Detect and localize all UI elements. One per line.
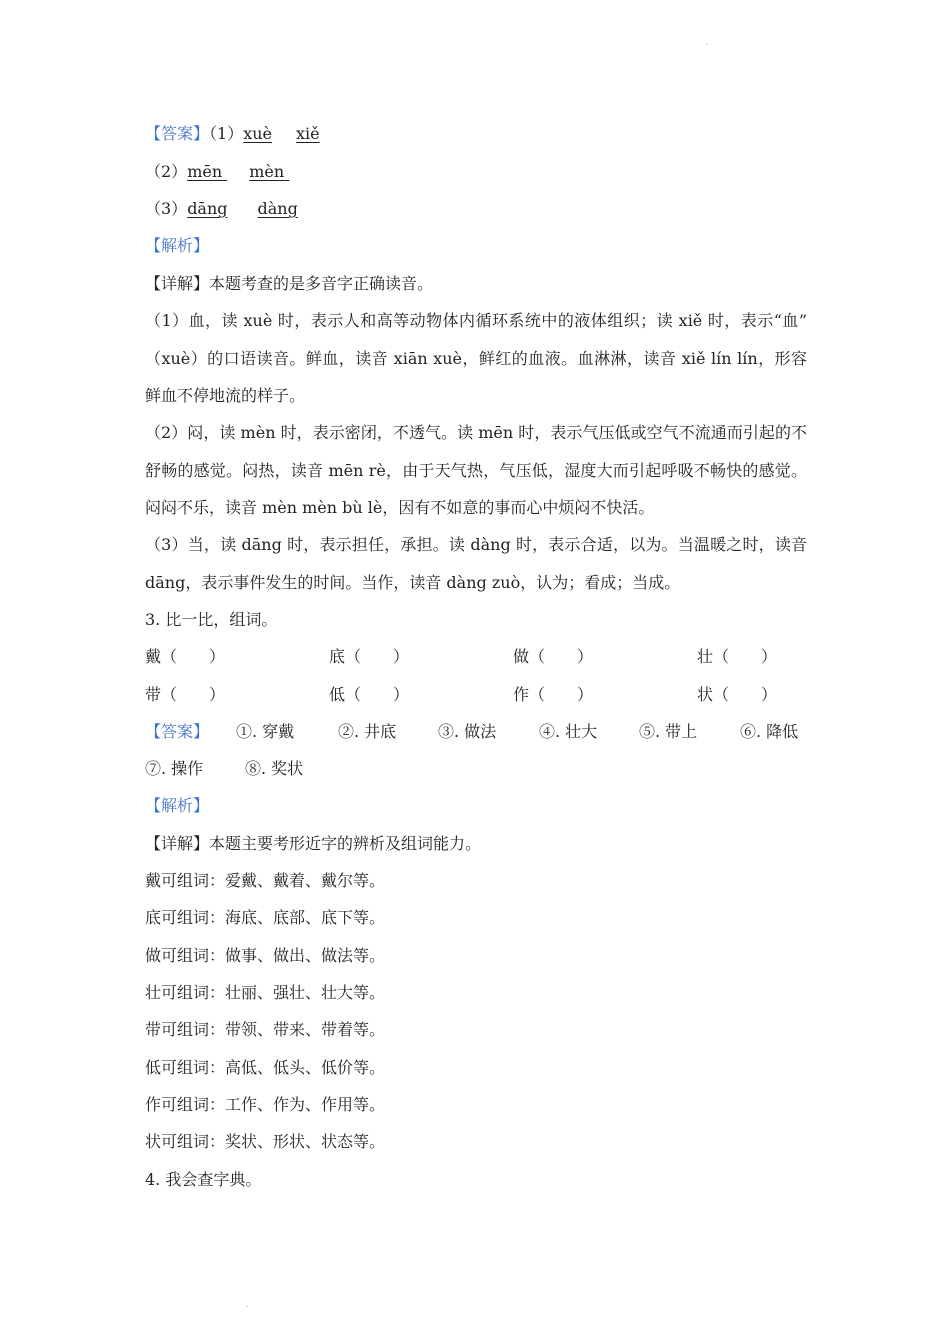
q3-cell: 做（ ） bbox=[513, 647, 594, 666]
q3-title: 3. 比一比，组词。 bbox=[145, 610, 278, 629]
q2-p3-line2: dāng，表示事件发生的时间。当作，读音 dàng zuò，认为；看成；当成。 bbox=[145, 573, 681, 592]
q3-answer: ⑤. 带上 bbox=[639, 722, 698, 741]
q2-detail: 【详解】本题考查的是多音字正确读音。 bbox=[145, 274, 434, 293]
q3-answer: ①. 穿戴 bbox=[236, 722, 295, 741]
q3-cell: 底（ ） bbox=[329, 647, 410, 666]
q3-answer: ④. 壮大 bbox=[539, 722, 598, 741]
q3-item: 作可组词：工作、作为、作用等。 bbox=[145, 1095, 386, 1114]
q2-p2-line2: 舒畅的感觉。闷热，读音 mēn rè，由于天气热，气压低，湿度大而引起呼吸不畅快的感觉。 bbox=[145, 461, 807, 480]
pinyin-answer: xiě bbox=[296, 124, 320, 143]
answer-tag: 【答案】 bbox=[145, 124, 210, 143]
q3-answer: ③. 做法 bbox=[438, 722, 497, 741]
q3-answer: ②. 井底 bbox=[338, 722, 397, 741]
pinyin-answer: mēn bbox=[187, 162, 223, 181]
q3-cell: 作（ ） bbox=[513, 685, 594, 704]
q2-p3-line1: （3）当，读 dāng 时，表示担任，承担。读 dàng 时，表示合适，以为。当温暖之时，读音 bbox=[145, 535, 807, 554]
q3-cell: 壮（ ） bbox=[697, 647, 778, 666]
page-mark-top: . bbox=[706, 38, 709, 47]
q3-item: 壮可组词：壮丽、强壮、壮大等。 bbox=[145, 983, 386, 1002]
q3-item: 底可组词：海底、底部、底下等。 bbox=[145, 908, 386, 927]
q2-answer-line-2: （2）mēn mèn bbox=[145, 162, 285, 181]
q2-p2-line3: 闷闷不乐，读音 mèn mèn bù lè，因有不如意的事而心中烦闷不快活。 bbox=[145, 498, 655, 517]
q3-item: 做可组词：做事、做出、做法等。 bbox=[145, 946, 386, 965]
q3-cell: 带（ ） bbox=[145, 685, 226, 704]
q3-item: 低可组词：高低、低头、低价等。 bbox=[145, 1058, 386, 1077]
page-mark-bottom: . bbox=[246, 1300, 249, 1309]
q3-item: 状可组词：奖状、形状、状态等。 bbox=[145, 1132, 386, 1151]
q2-p1-line3: 鲜血不停地流的样子。 bbox=[145, 386, 306, 405]
q4-title: 4. 我会查字典。 bbox=[145, 1170, 262, 1189]
q3-answer: ⑧. 奖状 bbox=[245, 759, 304, 778]
pinyin-answer: xuè bbox=[243, 124, 272, 143]
q3-cell: 低（ ） bbox=[329, 685, 410, 704]
q2-p2-line1: （2）闷，读 mèn 时，表示密闭，不透气。读 mēn 时，表示气压低或空气不流通而引起的不 bbox=[145, 423, 807, 442]
q3-item: 戴可组词：爱戴、戴着、戴尔等。 bbox=[145, 871, 386, 890]
analysis-tag: 【解析】 bbox=[145, 796, 210, 815]
answer-tag: 【答案】 bbox=[145, 722, 210, 741]
pinyin-answer: mèn bbox=[249, 162, 285, 181]
q3-answer: ⑦. 操作 bbox=[145, 759, 204, 778]
q3-cell: 状（ ） bbox=[697, 685, 778, 704]
q2-answer-line-3: （3）dāng dàng bbox=[145, 199, 298, 218]
q3-item: 带可组词：带领、带来、带着等。 bbox=[145, 1020, 386, 1039]
q3-detail: 【详解】本题主要考形近字的辨析及组词能力。 bbox=[145, 834, 482, 853]
analysis-tag: 【解析】 bbox=[145, 236, 210, 255]
detail-tag: 【详解】 bbox=[145, 834, 210, 853]
q3-cell: 戴（ ） bbox=[145, 647, 226, 666]
pinyin-answer: dāng bbox=[187, 199, 228, 218]
pinyin-answer: dàng bbox=[257, 199, 298, 218]
q2-answer-line-1: 【答案】（1）xuè xiě bbox=[145, 124, 320, 143]
q3-answer: ⑥. 降低 bbox=[740, 722, 799, 741]
q2-p1-line2: （xuè）的口语读音。鲜血，读音 xiān xuè，鲜红的血液。血淋淋，读音 xiě lín lín，形容 bbox=[145, 349, 807, 368]
q2-p1-line1: （1）血，读 xuè 时，表示人和高等动物体内循环系统中的液体组织；读 xiě 时，表示“血” bbox=[145, 311, 807, 330]
detail-tag: 【详解】 bbox=[145, 274, 210, 293]
